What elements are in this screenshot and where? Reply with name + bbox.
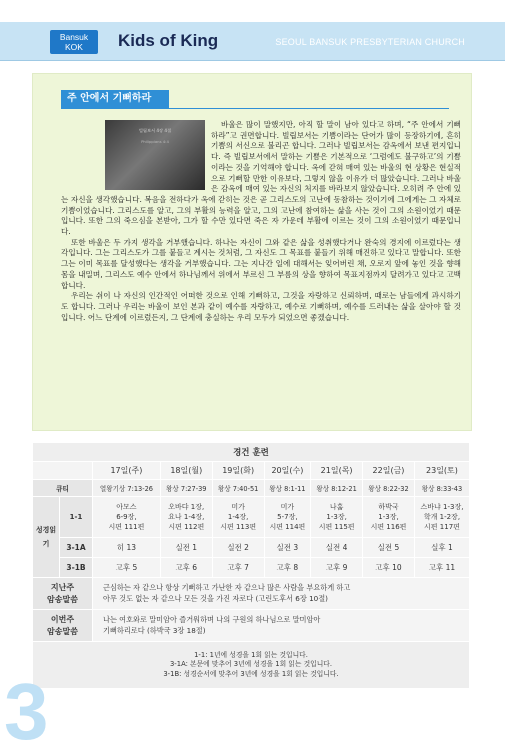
day-header: 19일(화)	[212, 462, 264, 480]
reading-cell: 고후 11	[414, 558, 469, 578]
page-title: Kids of King	[118, 31, 219, 50]
day-header: 23일(토)	[414, 462, 469, 480]
reading-cell: 미가 1-4장, 시편 113편	[212, 497, 264, 538]
section-divider	[61, 108, 449, 109]
this-week-memory-verse: 나는 여호와로 말미암아 즐거워하며 나의 구원의 하나님으로 말미암아 기뻐하리로다 (하박국 3장 18절)	[93, 610, 470, 642]
qt-cell: 왕상 8:1-11	[264, 480, 311, 497]
day-header: 22일(금)	[363, 462, 415, 480]
reading-cell: 하박국 1-3장, 시편 116편	[363, 497, 415, 538]
church-logo	[50, 30, 98, 54]
reading-cell: 고후 6	[160, 558, 212, 578]
plan-label: 3-1B	[60, 558, 93, 578]
article-card	[32, 73, 472, 431]
schedule-notes: 1-1: 1년에 성경을 1회 읽는 것입니다. 3-1A: 본문에 맞추어 3년에 성경을 1회 읽는 것입니다. 3-1B: 성경순서에 맞추어 3년에 성경을 1회 읽는 것입니다.	[33, 642, 470, 689]
schedule-title: 경건 훈련	[33, 443, 470, 462]
church-name: SEOUL BANSUK PRESBYTERIAN CHURCH	[275, 37, 465, 47]
verse-photo: 빌립보서 4장 4절 Philippians 4:4	[105, 120, 205, 190]
logo-line1: Bansuk	[59, 32, 89, 42]
reading-cell: 아모스 6-9장, 시편 111편	[93, 497, 161, 538]
reading-cell: 실전 1	[160, 538, 212, 558]
reading-cell: 히 13	[93, 538, 161, 558]
reading-cell: 고후 5	[93, 558, 161, 578]
reading-cell: 실전 4	[311, 538, 363, 558]
page-header	[0, 22, 505, 61]
last-week-memory-label: 지난주 암송말씀	[33, 578, 93, 610]
reading-cell: 실전 3	[264, 538, 311, 558]
qt-cell: 왕상 7:40-51	[212, 480, 264, 497]
page-number: 3	[4, 667, 49, 756]
day-header: 20일(수)	[264, 462, 311, 480]
reading-cell: 고후 8	[264, 558, 311, 578]
reading-cell: 나훔 1-3장, 시편 115편	[311, 497, 363, 538]
reading-cell: 고후 7	[212, 558, 264, 578]
paragraph: 우리는 쉬이 나 자신의 인간적인 어떠한 것으로 인해 기뻐하고, 그것을 자랑하고 신뢰하며, 때로는 남들에게 과시하기도 합니다. 그러나 우리는 바울이 보인 본과 같이 예수를 자랑하고, 예수로 기뻐하며, 예수를 드러내는 삶을 살아야 할 것입니다. 어느 단계에 이르렀든지, 그 단계에 충실하는 우리 모두가 되었으면 좋겠습니다.	[61, 291, 461, 322]
paragraph: 바울은 많이 말했지만, 아직 할 말이 남아 있다고 하며, “주 안에서 기뻐하라”고 권면합니다. 빌립보서는 기쁨이라는 단어가 많이 등장하기에, 흔히 기쁨의 서신으로 불리곤 합니다. 그러나 빌립보서는 감옥에서 보낸 편지입니다. 즉 빌립보서에서 말하는 기쁨은 기본적으로 ‘그럼에도 불구하고’의 기쁨이라는 것을 기억해야 합니다. 옥에 갇혀 매여 있는 바울의 현 상황은 현실적으로 기뻐할 만한 이유보다, 그렇지 않을 이유가 더 많았습니다. 그러나 바울은 감옥에 매여 있는 자신의 처지를 바라보지 않았습니다. 오히려 주 안에 있는 자신을 생각했습니다. 복음을 전하다가 옥에 갇히는 것은 곧 그리스도의 고난에 동참하는 것이기에 그에게는 그 자체로 기쁨이었습니다. 그리스도를 알고, 그의 부활의 능력을 알고, 그의 고난에 참여하는 삶을 사는 것이 그의 소원이었기 때문입니다. 또한 그의 죽으심을 본받아, 그가 할 수만 있다면 죽은 자 가운데 부활에 이르는 것이 그의 소원이었기 때문입니다.	[61, 120, 461, 237]
paragraph: 또한 바울은 두 가지 생각을 거부했습니다. 하나는 자신이 그와 같은 삶을 성취했다거나 완숙의 경지에 이르렀다는 생각입니다. 그는 그리스도가 그를 붙들고 계시는 것처럼, 그 자신도 그 목표를 붙들기 위해 매진하고 있다고 말합니다. 또한 그는 이미 목표를 달성했다는 생각을 거부했습니다. 그는 지나간 일에 대해서는 잊어버린 채, 오로지 앞에 놓인 것을 향해 몸을 내밀며, 그리스도 예수 안에서 하나님께서 위에서 부르신 그 부름의 상을 향하여 목표지점까지 달려가고 있다고 고백합니다.	[61, 237, 461, 290]
section-title: 주 안에서 기뻐하라	[61, 90, 169, 108]
reading-cell: 오바댜 1장, 요나 1-4장, 시편 112편	[160, 497, 212, 538]
devotion-schedule-table	[32, 442, 470, 689]
plan-label: 3-1A	[60, 538, 93, 558]
reading-cell: 실후 1	[414, 538, 469, 558]
qt-cell: 열왕기상 7:13-26	[93, 480, 161, 497]
plan-label: 1-1	[60, 497, 93, 538]
bible-reading-label: 성경읽기	[33, 497, 60, 578]
reading-cell: 고후 9	[311, 558, 363, 578]
qt-cell: 왕상 8:12-21	[311, 480, 363, 497]
reading-cell: 스바냐 1-3장, 학개 1-2장, 시편 117편	[414, 497, 469, 538]
day-header: 21일(목)	[311, 462, 363, 480]
day-header: 18일(월)	[160, 462, 212, 480]
reading-cell: 실전 2	[212, 538, 264, 558]
last-week-memory-verse: 근심하는 자 같으나 항상 기뻐하고 가난한 자 같으나 많은 사람을 부요하게 하고 아무 것도 없는 자 같으나 모든 것을 가진 자로다 (고린도후서 6장 10절)	[93, 578, 470, 610]
day-header: 17일(주)	[93, 462, 161, 480]
reading-cell: 고후 10	[363, 558, 415, 578]
qt-cell: 왕상 8:33-43	[414, 480, 469, 497]
qt-cell: 왕상 7:27-39	[160, 480, 212, 497]
qt-cell: 왕상 8:22-32	[363, 480, 415, 497]
logo-line2: KOK	[65, 42, 83, 52]
reading-cell: 미가 5-7장, 시편 114편	[264, 497, 311, 538]
this-week-memory-label: 이번주 암송말씀	[33, 610, 93, 642]
reading-cell: 실전 5	[363, 538, 415, 558]
qt-label: 큐티	[33, 480, 93, 497]
